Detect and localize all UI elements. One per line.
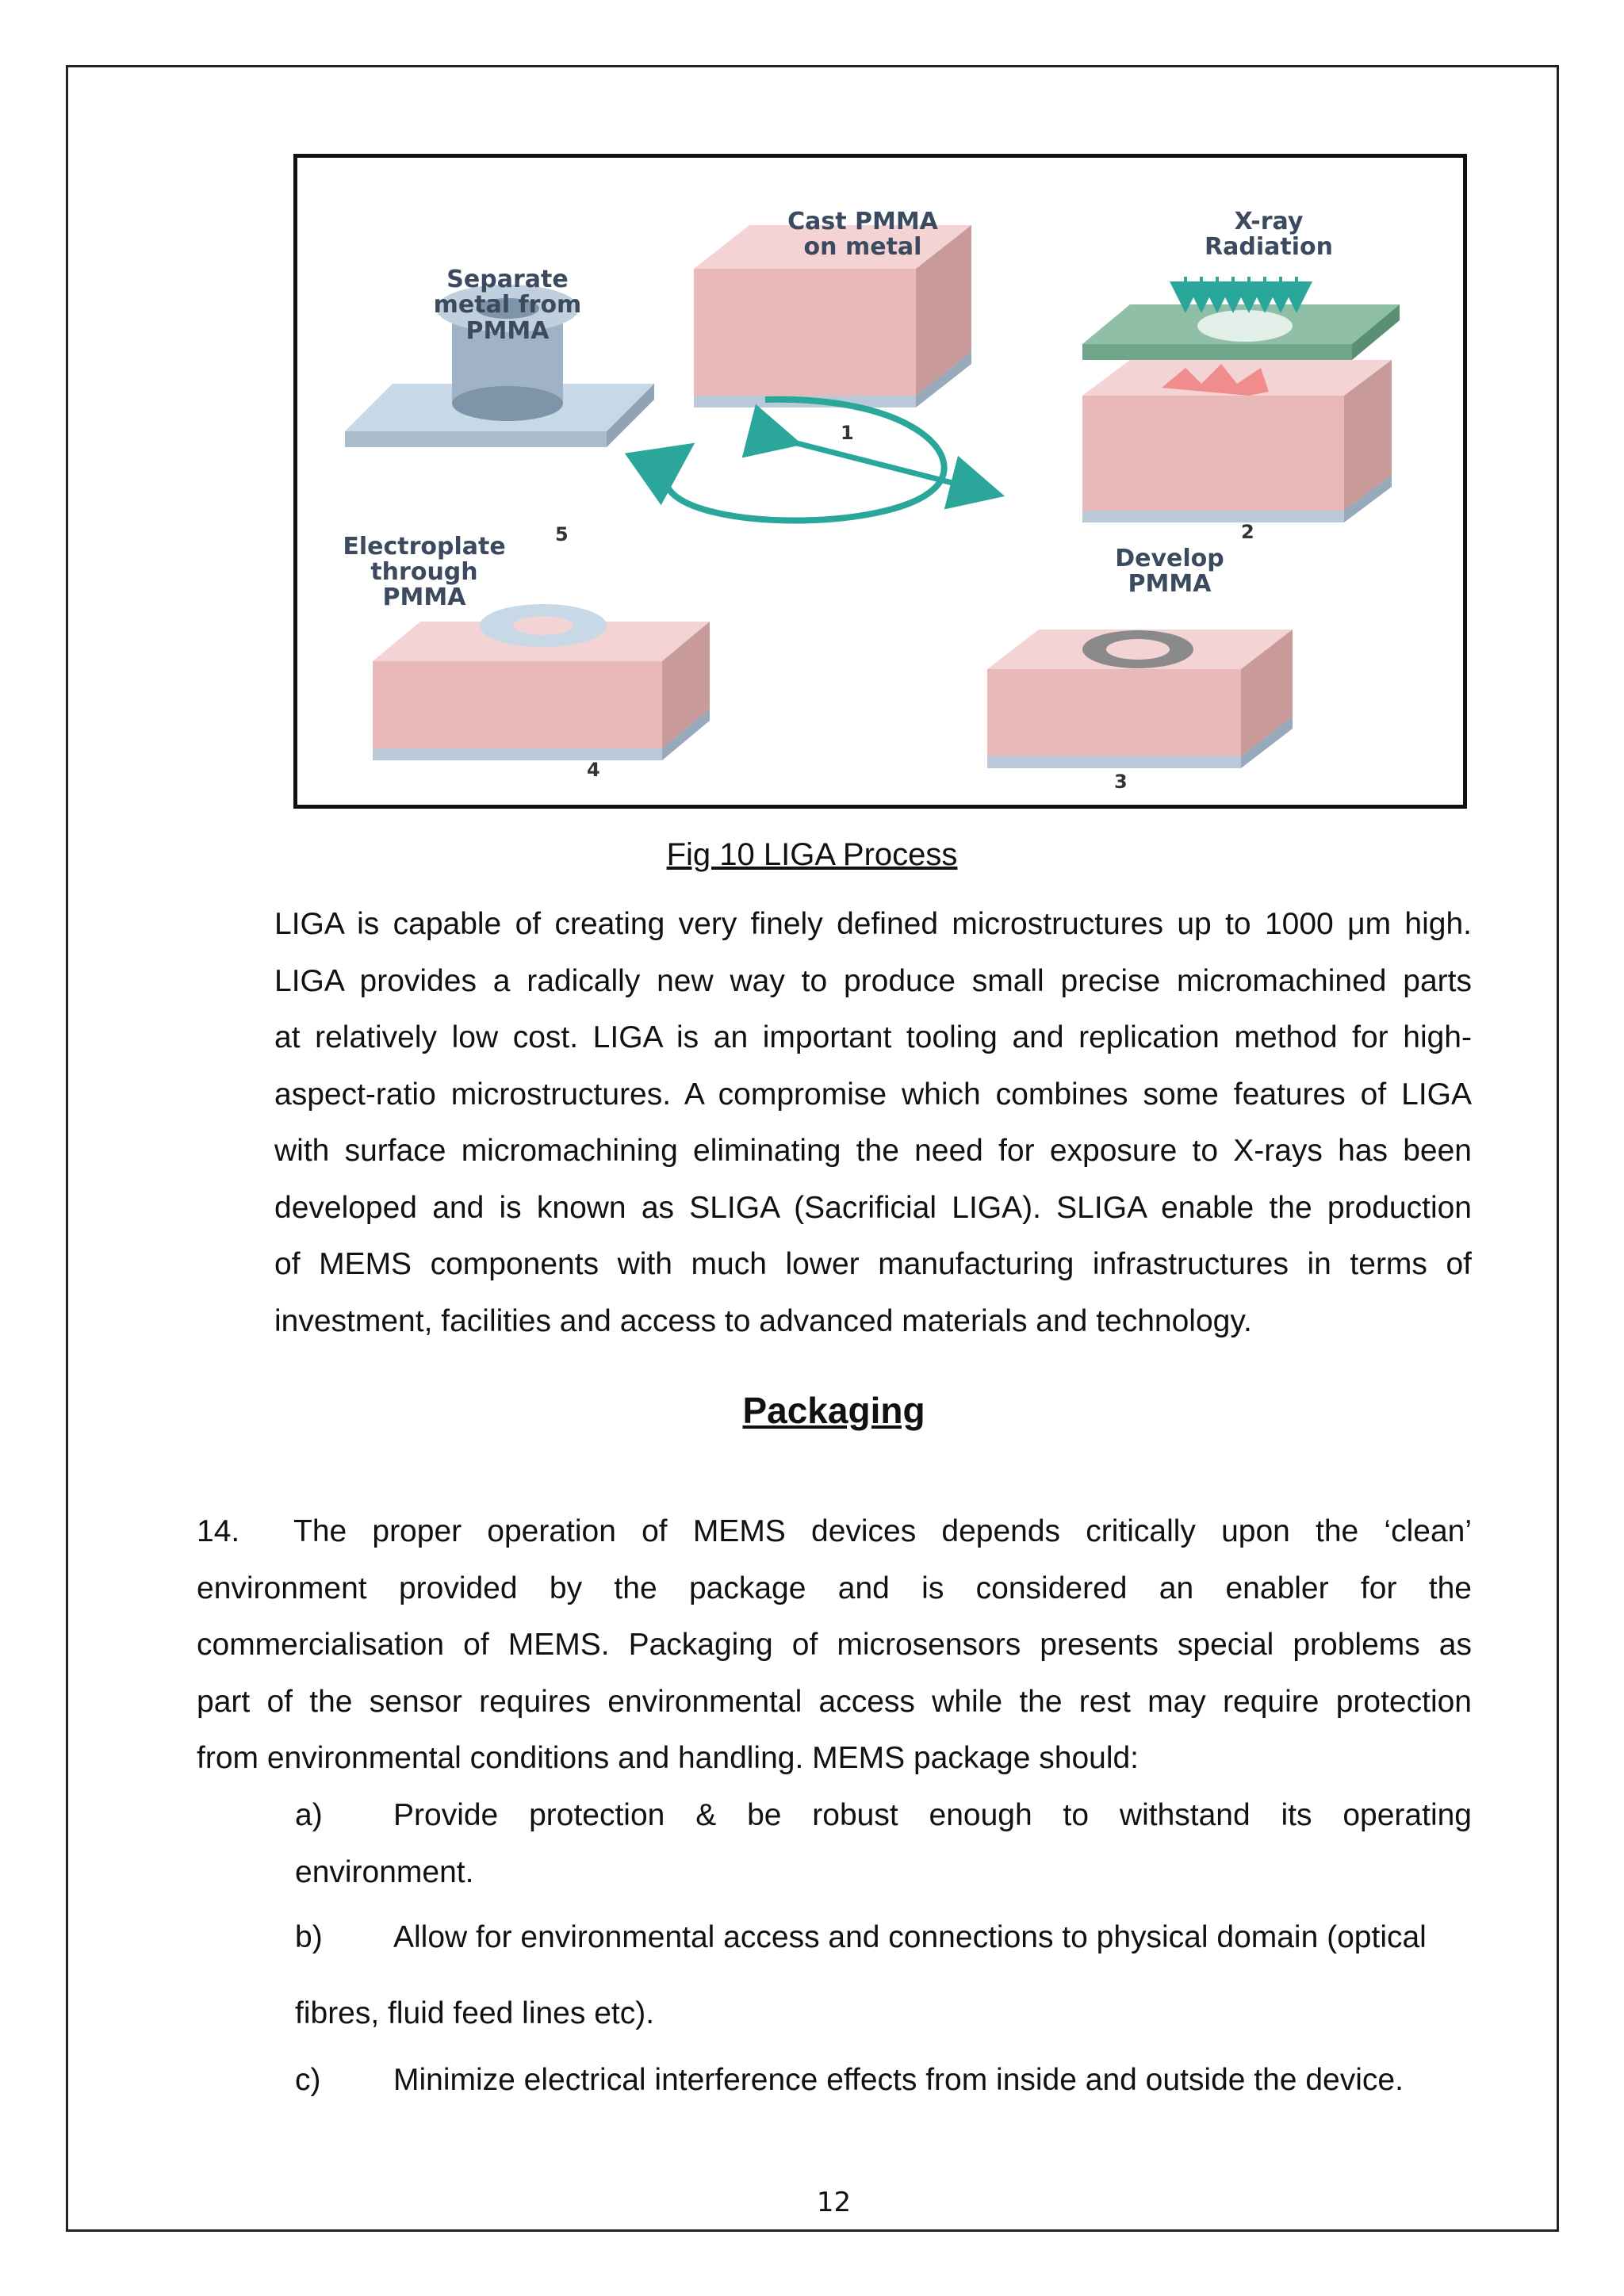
label-xray-2: Radiation (1205, 233, 1333, 261)
liga-line: aspect-ratio microstructures. A compromise which combines some features of LIGA (274, 1077, 1472, 1112)
list-item-text: environment. (295, 1854, 474, 1889)
label-xray-1: X-ray (1234, 208, 1304, 235)
label-cast-pmma-2: on metal (803, 233, 922, 261)
figure-caption: Fig 10 LIGA Process (666, 837, 958, 872)
label-cast-pmma-1: Cast PMMA (787, 208, 938, 235)
liga-diagram (297, 158, 1463, 805)
liga-line: investment, facilities and access to advanced materials and technology. (274, 1303, 1252, 1338)
label-develop-1: Develop (1115, 545, 1224, 572)
liga-line: LIGA is capable of creating very finely defined microstructures up to 1000 μm high. (274, 907, 1472, 941)
para14-line: commercialisation of MEMS. Packaging of microsensors presents special problems as (197, 1628, 1472, 1662)
list-item-c (295, 2052, 1472, 2109)
list-marker: c) (295, 2063, 321, 2097)
label-develop-2: PMMA (1128, 570, 1212, 598)
step-number-4: 4 (587, 759, 600, 781)
list-item-text: Provide protection & be robust enough to withstand its operating (393, 1798, 1472, 1832)
bidirectional-arrow (781, 439, 983, 491)
list-item-text: Allow for environmental access and connections to physical domain (optical (393, 1920, 1427, 1954)
cycle-arrow (664, 400, 944, 521)
liga-line: LIGA provides a radically new way to produce small precise micromachined parts (274, 963, 1472, 998)
step-number-2: 2 (1241, 521, 1254, 543)
list-marker: b) (295, 1920, 323, 1954)
block-step-2 (1082, 304, 1400, 522)
svg-text:Cast PMMA (787, 208, 939, 235)
label-separate-1: Separate (446, 266, 569, 293)
list-item-text: fibres, fluid feed lines etc). (295, 1996, 655, 2030)
paragraph-number: 14. (197, 1514, 240, 1548)
step-number-1: 1 (841, 422, 854, 444)
para14-line: from environmental conditions and handling. MEMS package should: (197, 1741, 1139, 1775)
list-item-text: Minimize electrical interference effects from inside and outside the device. (393, 2063, 1404, 2097)
list-marker: a) (295, 1798, 323, 1832)
label-electroplate-2: through (370, 558, 478, 586)
liga-process-figure (293, 154, 1467, 809)
step-number-5: 5 (555, 523, 569, 545)
liga-paragraph (274, 896, 1472, 1349)
liga-line: developed and is known as SLIGA (Sacrificial LIGA). SLIGA enable the production (274, 1190, 1472, 1225)
label-separate-3: PMMA (465, 317, 550, 345)
para14-line: 14. The proper operation of MEMS devices depends critically upon the ‘clean’ (197, 1503, 1472, 1560)
para14-line: environment provided by the package and is considered an enabler for the (197, 1571, 1472, 1605)
paragraph-14 (197, 1503, 1472, 1787)
block-step-4 (373, 604, 710, 760)
section-heading: Packaging (742, 1390, 925, 1431)
list-item-b (295, 1900, 1472, 2052)
liga-line: of MEMS components with much lower manufacturing infrastructures in terms of (274, 1247, 1472, 1281)
label-electroplate-1: Electroplate (343, 533, 506, 561)
liga-line: with surface micromachining eliminating the need for exposure to X-rays has been (274, 1134, 1472, 1168)
label-electroplate-3: PMMA (382, 584, 466, 611)
para14-line: part of the sensor requires environmental access while the rest may require protection (197, 1684, 1472, 1719)
block-step-3 (987, 629, 1293, 768)
page-number: 12 (816, 2187, 852, 2218)
list-item-a (295, 1787, 1472, 1900)
step-number-3: 3 (1114, 771, 1128, 793)
liga-line: at relatively low cost. LIGA is an important tooling and replication method for high- (274, 1020, 1472, 1054)
xray-arrows (1185, 277, 1297, 300)
label-separate-2: metal from (433, 291, 582, 319)
